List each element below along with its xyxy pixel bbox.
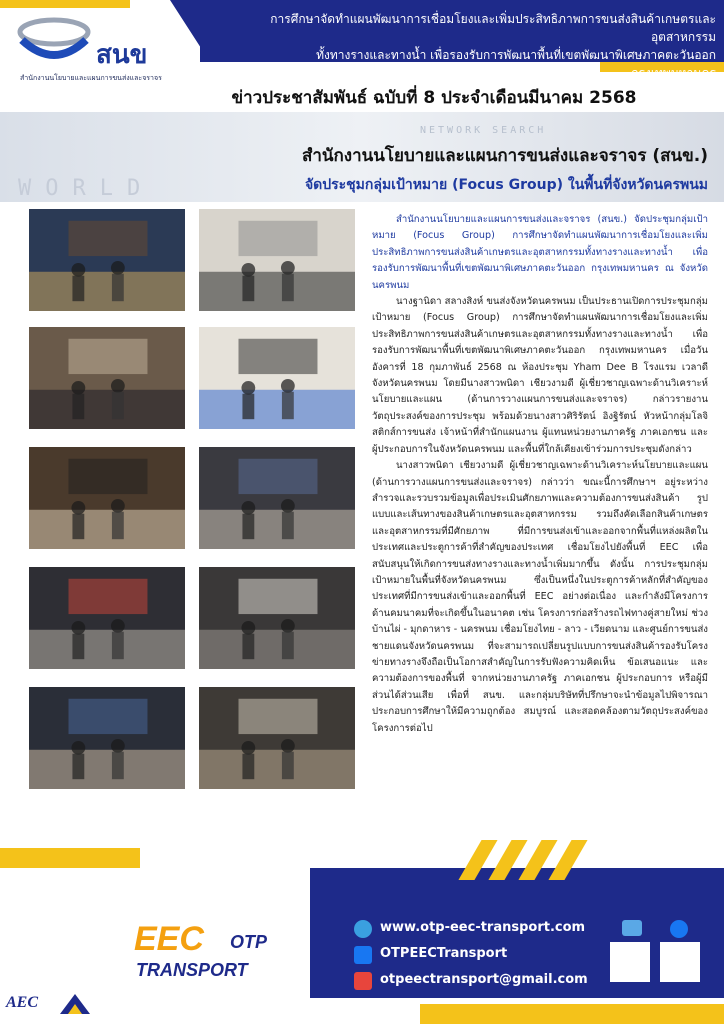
photo-presentation-screen xyxy=(28,208,186,312)
footer-yellow-corner xyxy=(0,848,140,868)
eec-otp-transport-logo xyxy=(134,918,284,988)
project-title-line2: ทั้งทางรางและทางน้ำ เพื่อรองรับการพัฒนาพื้นที่เขตพัฒนาพิเศษภาคตะวันออก กรุงเทพมหานคร xyxy=(316,48,716,80)
website-link[interactable]: www.otp-eec-transport.com xyxy=(380,920,586,935)
transport-logo-text: TRANSPORT xyxy=(136,960,248,980)
gmail-icon xyxy=(354,972,372,990)
article-paragraph: สำนักงานนโยบายและแผนการขนส่งและจราจร (สนข.) จัดประชุมกลุ่มเป้าหมาย (Focus Group) การศึกษาจัดทำแผนพัฒนาการเชื่อมโยงและเพิ่มประสิทธิภาพการขนส่งสินค้าเกษตรและอุตสาหกรรมทั้งทางรางและทางน้ำ เพื่อรองรับการพัฒนาพื้นที่เขตพัฒนาพิเศษภาคตะวันออก กรุงเทพมหานคร ณ จังหวัดนครพนม xyxy=(372,214,708,291)
footer-bottom-stripe xyxy=(420,1004,724,1024)
photo-speaker-podium xyxy=(198,208,356,312)
website-badge-icon xyxy=(622,920,642,936)
qr-code-facebook xyxy=(660,942,700,982)
infratrans-logo-icon xyxy=(58,990,92,1016)
photo-conference-room xyxy=(198,686,356,790)
article-paragraph: นางฐานิดา สลางสิงห์ ขนส่งจังหวัดนครพนม เป็นประธานเปิดการประชุมกลุ่มเป้าหมาย (Focus Group) การศึกษาจัดทำแผนพัฒนาการเชื่อมโยงและเพิ่มประสิทธิภาพการขนส่งสินค้าเกษตรและอุตสาหกรรมทั้งทางรางและทางน้ำ เพื่อรองรับการพัฒนาพื้นที่เขตพัฒนาพิเศษภาคตะวันออก กรุงเทพมหานคร เมื่อวันอังคารที่ 18 กุมภาพันธ์ 2568 ณ ห้องประชุม Yham Dee B โรงแรม เวลาดี จังหวัดนครพนม โดยมีนางสาวพนิดา เชียวงามดี ผู้เชี่ยวชาญเฉพาะด้านวิเคราะห์นโยบายและแผน (ด้านการวางแผนการขนส่งและจราจร) กล่าวรายงานวัตถุประสงค์ของการประชุม พร้อมด้วยนางสาวศิริรัตน์ อิงฐิรัตน์ หัวหน้ากลุ่มโลจิสติกส์การขนส่ง เจ้าหน้าที่สำนักแผนงาน ผู้แทนหน่วยงานภาครัฐ ภาคเอกชน และผู้ประกอบการในจังหวัดนครพนม และพื้นที่ใกล้เคียงเข้าร่วมการประชุมดังกล่าว xyxy=(372,296,708,455)
photo-discussion-table xyxy=(28,686,186,790)
facebook-link[interactable]: OTPEECTransport xyxy=(380,946,508,961)
logo-wordmark: สนข xyxy=(96,40,148,70)
organization-title: สำนักงานนโยบายและแผนการขนส่งและจราจร (สนข.) xyxy=(301,146,708,166)
aec-logo: AEC xyxy=(6,994,39,1011)
project-title xyxy=(228,10,716,82)
globe-icon xyxy=(354,920,372,938)
photo-meeting-table xyxy=(28,566,186,670)
photo-participants-seated xyxy=(198,446,356,550)
photo-group-standing xyxy=(28,326,186,430)
otp-logo-text: OTP xyxy=(230,932,268,952)
photo-panel-table xyxy=(28,446,186,550)
banner-world-text: WORLD xyxy=(18,176,155,201)
footer-diagonal xyxy=(310,868,350,998)
newsletter-title: ข่าวประชาสัมพันธ์ ฉบับที่ 8 ประจำเดือนมีนาคม 2568 xyxy=(231,88,637,108)
eec-logo-text: EEC xyxy=(134,920,204,958)
article-paragraph: นางสาวพนิดา เชียวงามดี ผู้เชี่ยวชาญเฉพาะด้านวิเคราะห์นโยบายและแผน (ด้านการวางแผนการขนส่งและจราจร) กล่าวว่า ขณะนี้การศึกษาฯ อยู่ระหว่างสำรวจและรวบรวมข้อมูลเพื่อประเมินศักยภาพและความต้องการขนส่งสินค้า รูปแบบและเส้นทางของสินค้าเกษตรและอุตสาหกรรม รวมถึงคัดเลือกสินค้าเกษตรและอุตสาหกรรมที่มีศักยภาพ ที่มีการขนส่งเข้าและออกจากพื้นที่แหล่งผลิตในประเทศและประตูการค้าที่สำคัญของประเทศ เชื่อมโยงไปยังพื้นที่ EEC เพื่อสนับสนุนให้เกิดการขนส่งทางรางและทางน้ำเพิ่มมากขึ้น ดังนั้น การประชุมกลุ่มเป้าหมายในพื้นที่จังหวัดนครพนม ซึ่งเป็นหนึ่งในประตูการค้าหลักที่สำคัญของประเทศที่มีการขนส่งเข้าและออกพื้นที่ EEC อย่างต่อเนื่อง และกำลังมีโครงการด้านคมนาคมที่จะเกิดขึ้นในอนาคต เช่น โครงการก่อสร้างรถไฟทางคู่สายใหม่ ช่วง บ้านไผ่ - มุกดาหาร - นครพนม เชื่อมโยงไทย - ลาว - เวียดนาม และศูนย์การขนส่งชายแดนจังหวัดนครพนม ที่จะสามารถเปลี่ยนรูปแบบการขนส่งสินค้ารองรับโครงข่ายทางรางจึงถือเป็นโอกาสสำคัญในการรับฟังความคิดเห็น ข้อเสนอแนะ และความต้องการของพื้นที่ จากหน่วยงานภาครัฐ ภาคเอกชน ผู้ประกอบการ หรือผู้มีส่วนได้ส่วนเสีย เพื่อที่ สนข. และกลุ่มบริษัทที่ปรึกษาจะนำข้อมูลไปพิจารณาประกอบการศึกษาให้มีความถูกต้อง สมบูรณ์ และสอดคล้องตามวัตถุประสงค์ของโครงการต่อไป xyxy=(372,460,708,734)
qr-code-website xyxy=(610,942,650,982)
photo-meeting-room-wide xyxy=(198,566,356,670)
facebook-round-icon xyxy=(670,920,688,938)
logo-subtitle: สำนักงานนโยบายและแผนการขนส่งและจราจร xyxy=(20,74,162,82)
banner-network-text: NETWORK SEARCH xyxy=(420,125,547,136)
project-title-line1: การศึกษาจัดทำแผนพัฒนาการเชื่อมโยงและเพิ่มประสิทธิภาพการขนส่งสินค้าเกษตรและอุตสาหกรรม xyxy=(270,12,716,44)
email-link[interactable]: otpeectransport@gmail.com xyxy=(380,972,588,987)
article-subtitle: จัดประชุมกลุ่มเป้าหมาย (Focus Group) ในพื้นที่จังหวัดนครพนม xyxy=(304,177,708,193)
facebook-icon xyxy=(354,946,372,964)
header-accent-stripe xyxy=(0,0,130,8)
logo-swoosh-icon xyxy=(14,10,94,70)
photo-group-with-award xyxy=(198,326,356,430)
article-body xyxy=(372,212,708,737)
